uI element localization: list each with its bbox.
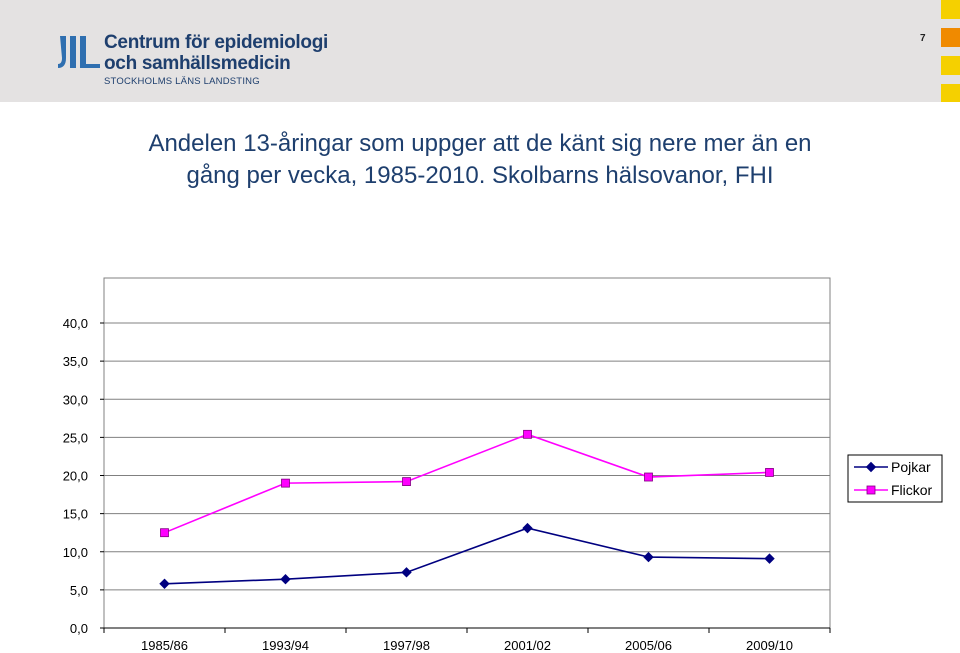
x-tick-label: 2009/10 <box>746 638 793 653</box>
legend-label-pojkar: Pojkar <box>891 459 931 475</box>
y-tick-label: 30,0 <box>62 392 88 408</box>
y-tick-label: 25,0 <box>62 430 88 446</box>
data-point-flickor <box>282 479 290 487</box>
legend-label-flickor: Flickor <box>891 482 933 498</box>
x-tick-label: 1993/94 <box>262 638 309 653</box>
y-tick-label: 5,0 <box>69 582 88 598</box>
logo-title-line1: Centrum för epidemiologi <box>104 32 328 53</box>
y-tick-label: 0,0 <box>69 621 88 636</box>
y-tick-label: 20,0 <box>62 468 88 484</box>
y-tick-label: 40,0 <box>62 316 88 331</box>
page-number: 7 <box>920 33 926 44</box>
logo-subtitle: STOCKHOLMS LÄNS LANDSTING <box>104 76 260 87</box>
logo-title-line2: och samhällsmedicin <box>104 53 291 74</box>
x-tick-label: 1985/86 <box>141 638 188 653</box>
y-tick-label: 15,0 <box>62 506 88 522</box>
x-tick-label: 2001/02 <box>504 638 551 653</box>
data-point-flickor <box>524 430 532 438</box>
y-tick-label: 10,0 <box>62 544 88 560</box>
title-line-1: Andelen 13-åringar som uppger att de känt sig nere mer än en <box>148 130 812 157</box>
y-tick-label: 35,0 <box>62 354 88 370</box>
data-point-flickor <box>161 529 169 537</box>
plot-area <box>104 278 830 628</box>
legend-marker-flickor <box>867 486 875 494</box>
data-point-flickor <box>403 478 411 486</box>
data-point-flickor <box>766 468 774 476</box>
data-point-flickor <box>645 473 653 481</box>
x-tick-label: 1997/98 <box>383 638 430 653</box>
x-tick-label: 2005/06 <box>625 638 672 653</box>
title-line-2: gång per vecka, 1985-2010. Skolbarns hälsovanor, FHI <box>186 162 774 189</box>
